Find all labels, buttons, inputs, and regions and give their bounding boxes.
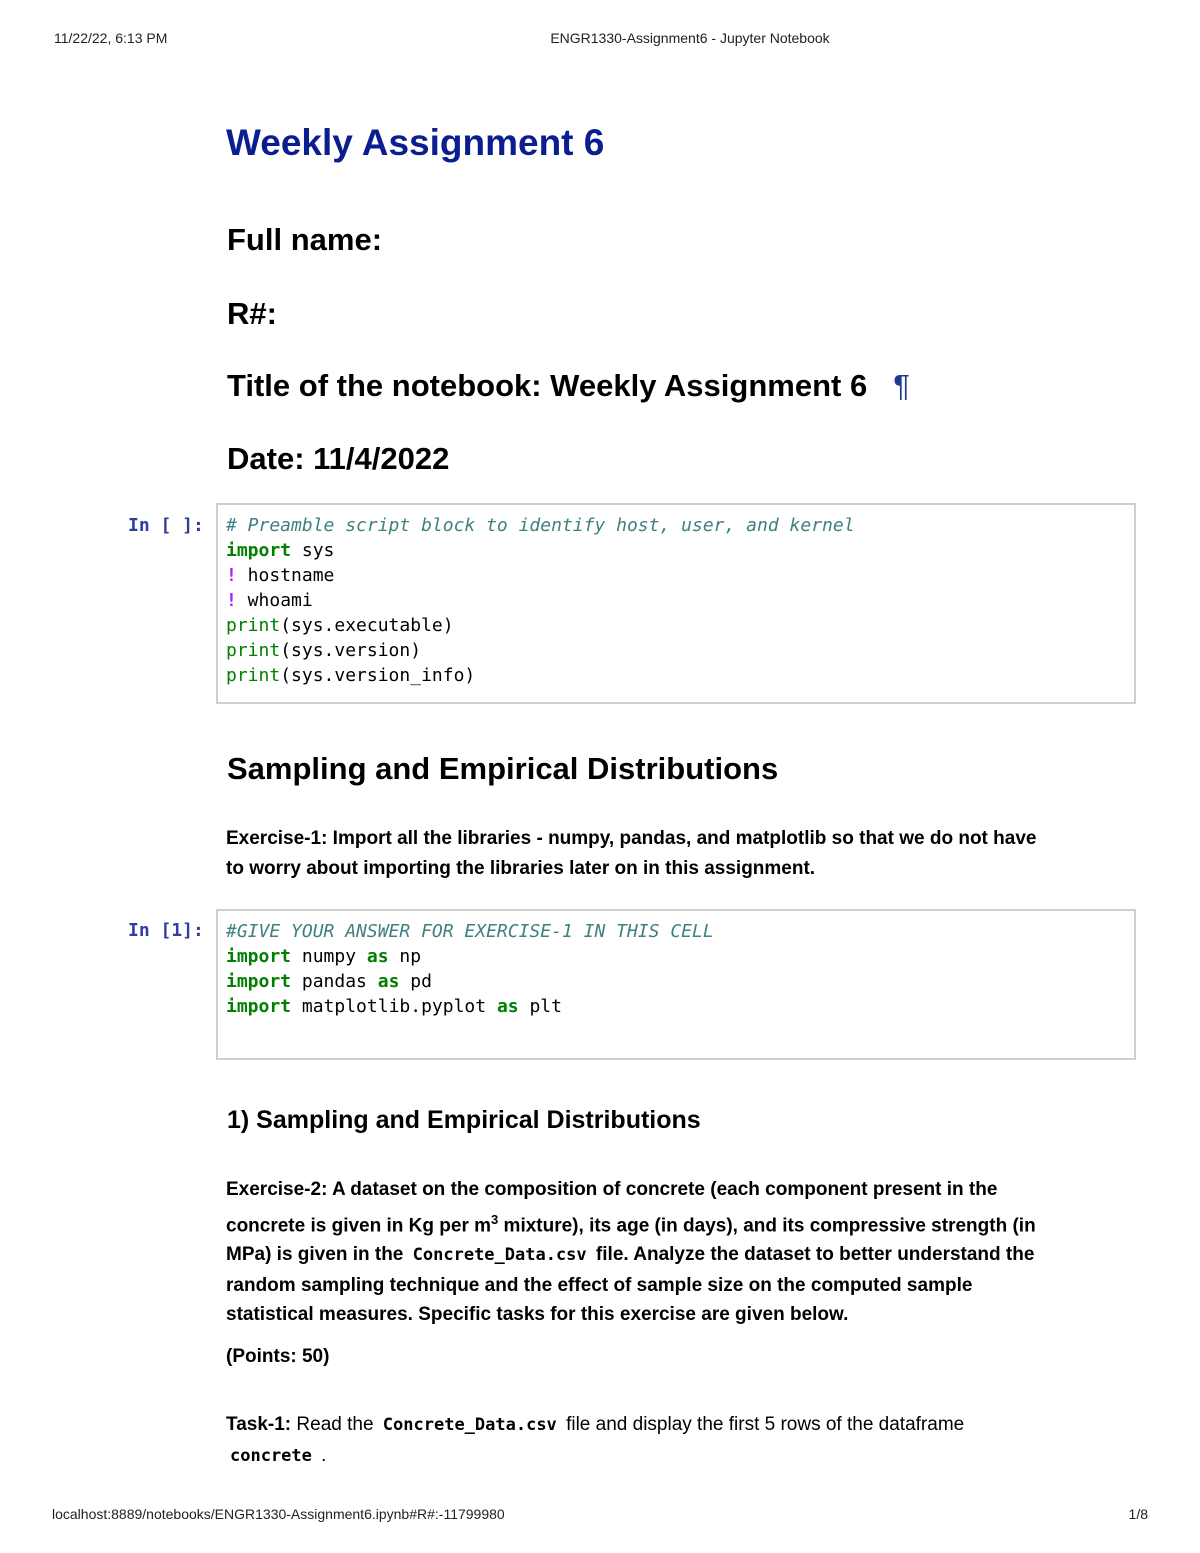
code-text: (sys.version_info): [280, 665, 476, 686]
code-text: matplotlib.pyplot: [291, 996, 497, 1017]
code-keyword: as: [366, 946, 389, 967]
print-footer: [0, 1506, 1200, 1526]
r-number-label: R#:: [227, 296, 277, 331]
notebook-title-text: Title of the notebook: Weekly Assignment 6: [227, 368, 868, 403]
date-line: Date: 11/4/2022: [227, 441, 450, 476]
code-text: (sys.executable): [280, 615, 454, 636]
code-cell-preamble[interactable]: [216, 503, 1136, 704]
task-1-label: Task-1:: [226, 1414, 292, 1435]
exercise-1-line: to worry about importing the libraries later on in this assignment.: [226, 857, 816, 879]
exercise-1-line: Exercise-1: Import all the libraries - numpy, pandas, and matplotlib so that we do not have: [226, 828, 1037, 849]
code-keyword: as: [496, 996, 519, 1017]
code-text: np: [388, 946, 422, 967]
code-keyword: import: [226, 946, 292, 967]
code-text: whoami: [236, 590, 313, 611]
print-datetime: 11/22/22, 6:13 PM: [54, 30, 168, 46]
print-title: ENGR1330-Assignment6 - Jupyter Notebook: [550, 30, 830, 46]
code-shell-bang: !: [226, 590, 237, 611]
notebook-title-line: [227, 368, 910, 404]
print-page-number: 1/8: [1128, 1506, 1148, 1522]
exercise-2-line: [226, 1240, 1126, 1271]
points-text: (Points: 50): [226, 1346, 330, 1367]
code-keyword: import: [226, 971, 292, 992]
exercise-1-text: [226, 824, 1126, 883]
code-text: numpy: [291, 946, 367, 967]
exercise-2-text-part: concrete is given in Kg per m: [226, 1214, 492, 1236]
exercise-2-text-part: file. Analyze the dataset to better understand the: [590, 1244, 1035, 1266]
subsection-heading: 1) Sampling and Empirical Distributions: [227, 1106, 701, 1134]
code-builtin: print: [226, 615, 281, 636]
print-url: localhost:8889/notebooks/ENGR1330-Assignment6.ipynb#R#:-11799980: [52, 1506, 505, 1522]
print-header: [0, 30, 1200, 50]
task-1-text-part: Read the: [291, 1414, 379, 1435]
code-text: plt: [518, 996, 562, 1017]
exercise-2-text: [226, 1175, 1126, 1330]
code-text: (sys.version): [280, 640, 422, 661]
exercise-2-text-part: mixture), its age (in days), and its compressive strength (in: [498, 1214, 1036, 1236]
task-1-text-part: .: [315, 1444, 327, 1466]
code-comment: # Preamble script block to identify host, user, and kernel: [226, 515, 855, 536]
exercise-2-line: Exercise-2: A dataset on the composition of concrete (each component present in the: [226, 1179, 998, 1200]
task-1-text-part: file and display the first 5 rows of the dataframe: [560, 1414, 965, 1435]
code-builtin: print: [226, 665, 281, 686]
code-keyword: import: [226, 540, 292, 561]
code-shell-bang: !: [226, 565, 237, 586]
cell-prompt: In [ ]:: [128, 515, 204, 536]
anchor-link-icon[interactable]: ¶: [893, 368, 910, 403]
section-heading: Sampling and Empirical Distributions: [227, 751, 779, 786]
task-1-line: [226, 1410, 1126, 1441]
exercise-2-text-part: MPa) is given in the: [226, 1244, 409, 1266]
inline-code: Concrete_Data.csv: [412, 1245, 587, 1266]
code-builtin: print: [226, 640, 281, 661]
code-keyword: as: [377, 971, 400, 992]
code-text: pandas: [291, 971, 378, 992]
task-1-text: [226, 1410, 1126, 1471]
superscript: 3: [491, 1211, 499, 1227]
exercise-2-line: [226, 1205, 1126, 1241]
exercise-2-line: random sampling technique and the effect of sample size on the computed sample: [226, 1274, 973, 1296]
code-editor[interactable]: [226, 919, 714, 1019]
code-editor[interactable]: [226, 513, 855, 688]
exercise-2-line: statistical measures. Specific tasks for this exercise are given below.: [226, 1304, 849, 1326]
inline-code: concrete: [230, 1445, 312, 1466]
inline-code: Concrete_Data.csv: [382, 1415, 557, 1435]
full-name-label: Full name:: [227, 222, 383, 257]
code-text: pd: [399, 971, 432, 992]
code-cell-exercise-1[interactable]: [216, 909, 1136, 1060]
code-comment: #GIVE YOUR ANSWER FOR EXERCISE-1 IN THIS CELL: [226, 921, 714, 942]
code-keyword: import: [226, 996, 292, 1017]
cell-prompt: In [1]:: [128, 920, 204, 941]
code-text: hostname: [236, 565, 335, 586]
code-text: sys: [291, 540, 335, 561]
notebook-heading: Weekly Assignment 6: [226, 122, 605, 163]
task-1-line: [226, 1441, 1126, 1472]
